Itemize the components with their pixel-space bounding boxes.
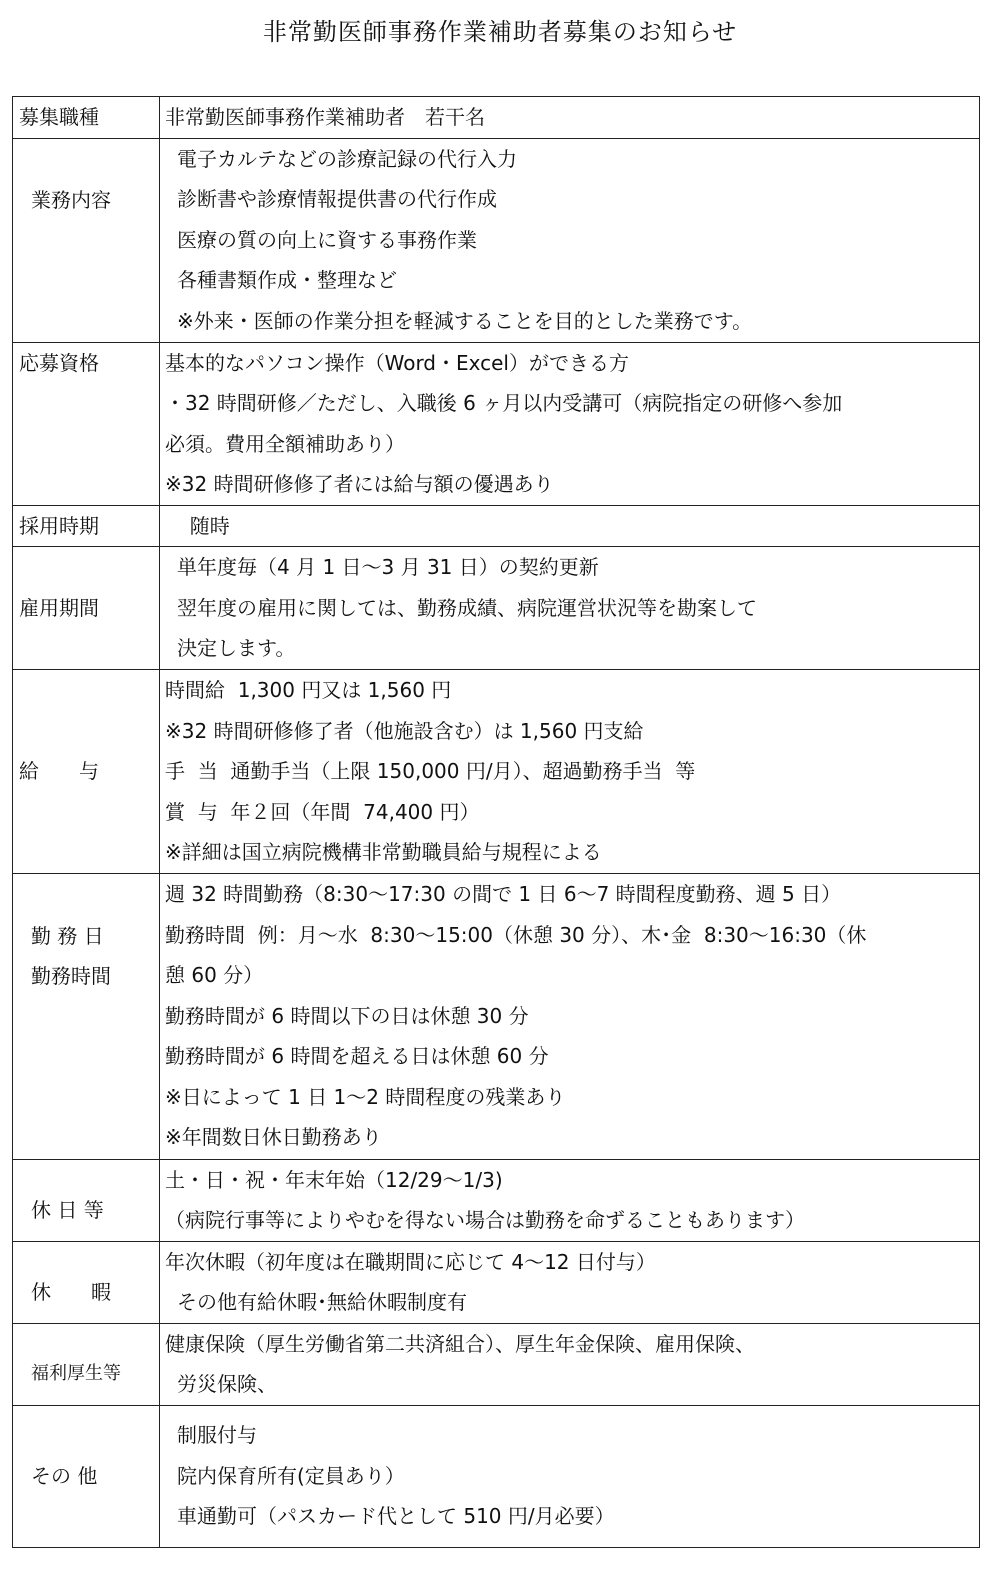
row-content: 非常勤医師事務作業補助者 若干名 bbox=[160, 97, 980, 139]
row-content: 制服付与 院内保育所有(定員あり） 車通勤可（パスカード代として 510 円/月必要） bbox=[160, 1405, 980, 1547]
row-duties bbox=[13, 138, 980, 342]
row-work-schedule bbox=[13, 873, 980, 1159]
row-benefits bbox=[13, 1323, 980, 1405]
row-label: 業務内容 bbox=[13, 138, 160, 342]
row-content: 年次休暇（初年度は在職期間に応じて 4〜12 日付与） その他有給休暇･無給休暇制度有 bbox=[160, 1241, 980, 1323]
row-label: 勤 務 日 勤務時間 bbox=[13, 873, 160, 1159]
row-hiring-period bbox=[13, 505, 980, 547]
row-content: 単年度毎（4 月 1 日〜3 月 31 日）の契約更新 翌年度の雇用に関しては、勤務成績、病院運営状況等を勘案して 決定します。 bbox=[160, 547, 980, 670]
row-content: 基本的なパソコン操作（Word・Excel）ができる方 ・32 時間研修／ただし、入職後 6 ヶ月以内受講可（病院指定の研修へ参加 必須。費用全額補助あり） ※32 時間研修修了者には給与額の優遇あり bbox=[160, 342, 980, 505]
row-label: 休 日 等 bbox=[13, 1159, 160, 1241]
row-job-type bbox=[13, 97, 980, 139]
row-qualifications bbox=[13, 342, 980, 505]
row-label: 給 与 bbox=[13, 670, 160, 874]
row-label: 応募資格 bbox=[13, 342, 160, 505]
row-salary bbox=[13, 670, 980, 874]
row-other bbox=[13, 1405, 980, 1547]
row-label: 募集職種 bbox=[13, 97, 160, 139]
row-content: 電子カルテなどの診療記録の代行入力 診断書や診療情報提供書の代行作成 医療の質の向上に資する事務作業 各種書類作成・整理など ※外来・医師の作業分担を軽減することを目的とした業務です。 bbox=[160, 138, 980, 342]
page-title: 非常勤医師事務作業補助者募集のお知らせ bbox=[262, 18, 738, 46]
row-content: 土・日・祝・年末年始（12/29〜1/3) （病院行事等によりやむを得ない場合は勤務を命ずることもあります） bbox=[160, 1159, 980, 1241]
row-content: 時間給 1,300 円又は 1,560 円 ※32 時間研修修了者（他施設含む）は 1,560 円支給 手 当 通勤手当（上限 150,000 円/月）、超過勤務手当 等 賞 与 年２回（年間 74,400 円） ※詳細は国立病院機構非常勤職員給与規程による bbox=[160, 670, 980, 874]
row-label: 休 暇 bbox=[13, 1241, 160, 1323]
row-employment-period bbox=[13, 547, 980, 670]
row-content: 健康保険（厚生労働省第二共済組合）、厚生年金保険、雇用保険、 労災保険、 bbox=[160, 1323, 980, 1405]
row-content: 週 32 時間勤務（8:30〜17:30 の間で 1 日 6〜7 時間程度勤務、週 5 日） 勤務時間 例：月〜水 8:30〜15:00（休憩 30 分）、木･金 8:30〜16:30（休 憩 60 分） 勤務時間が 6 時間以下の日は休憩 30 分 勤務時間が 6 時間を超える日は休憩 60 分 ※日によって 1 日 1〜2 時間程度の残業あり ※年間数日休日勤務あり bbox=[160, 873, 980, 1159]
row-label: 採用時期 bbox=[13, 505, 160, 547]
row-label: 雇用期間 bbox=[13, 547, 160, 670]
row-label: 福利厚生等 bbox=[13, 1323, 160, 1405]
row-holidays bbox=[13, 1159, 980, 1241]
row-content: 随時 bbox=[160, 505, 980, 547]
row-label: その 他 bbox=[13, 1405, 160, 1547]
row-leave bbox=[13, 1241, 980, 1323]
recruitment-table bbox=[12, 96, 980, 1548]
